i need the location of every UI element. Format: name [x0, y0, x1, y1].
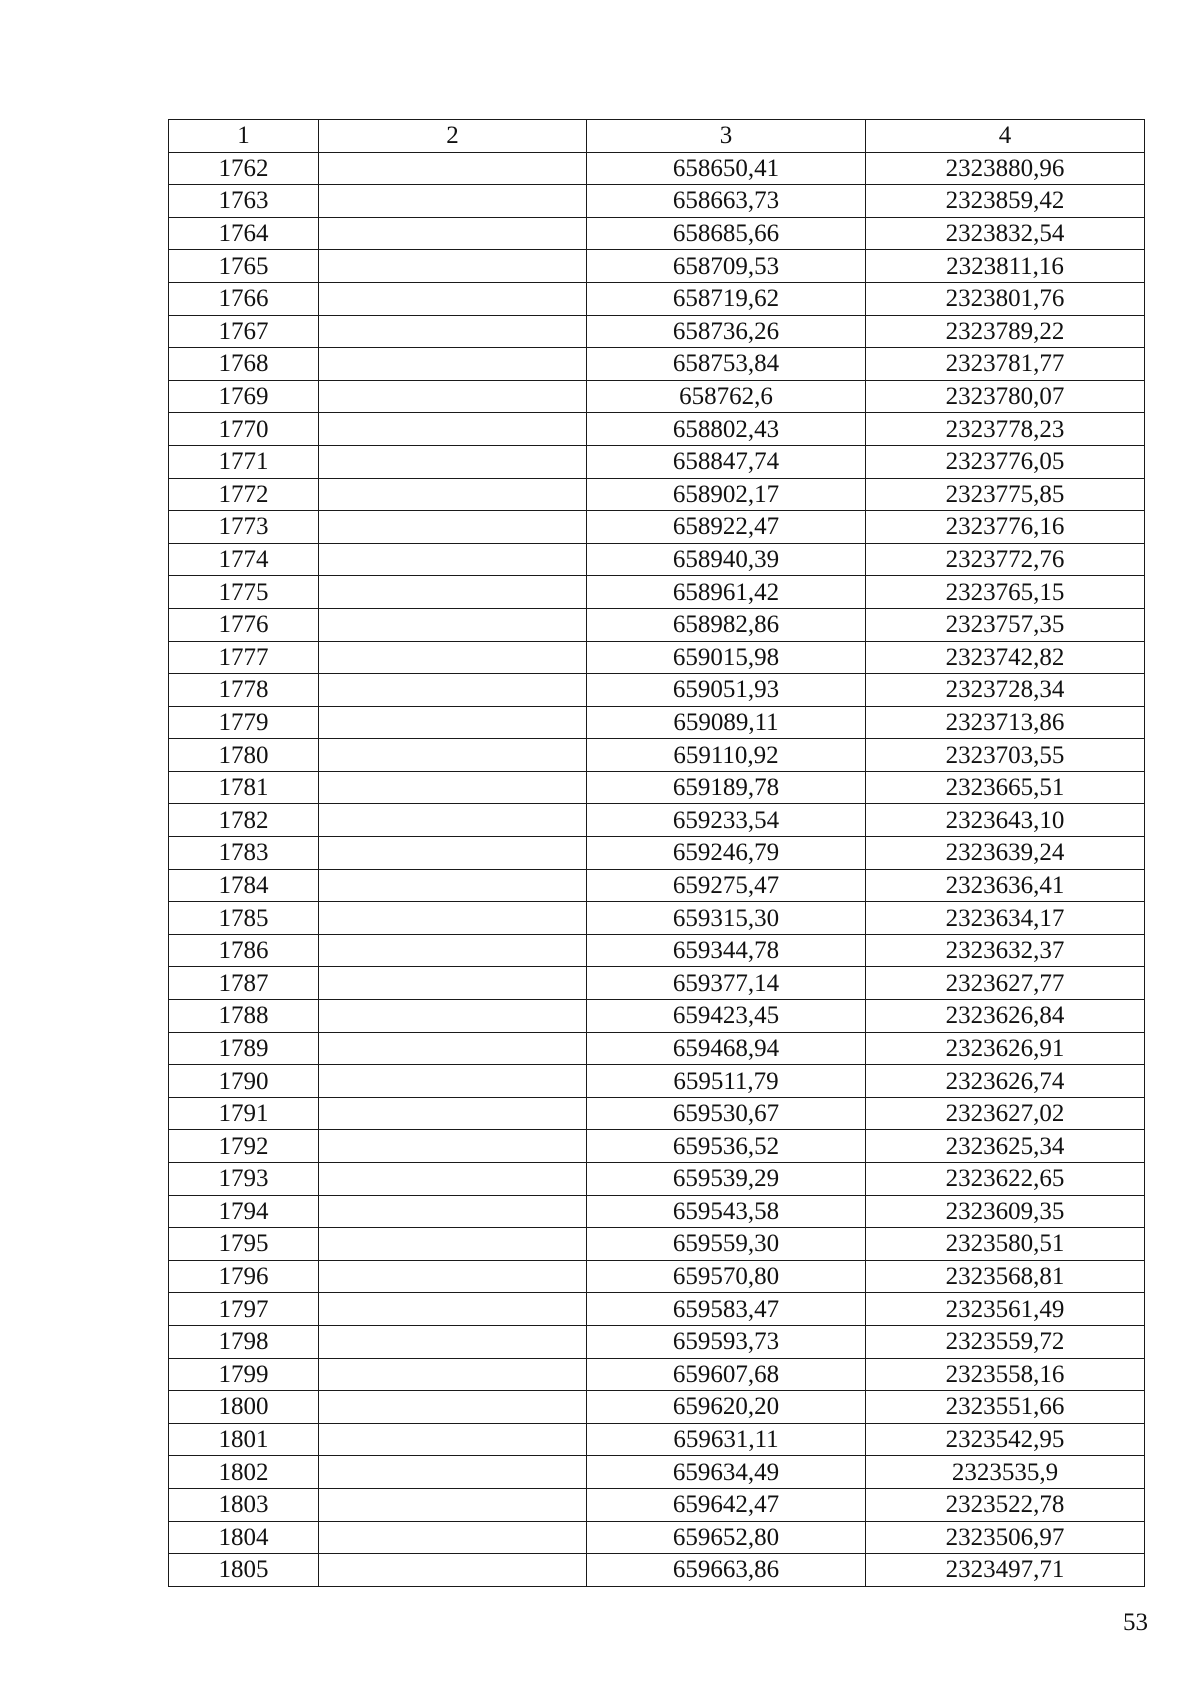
- y-coordinate-cell: 2323497,71: [866, 1554, 1145, 1587]
- table-row: [169, 1228, 1145, 1261]
- x-coordinate-cell: 659110,92: [587, 739, 866, 772]
- table-row: [169, 445, 1145, 478]
- description-cell: [319, 1423, 587, 1456]
- x-coordinate-cell: 659315,30: [587, 902, 866, 935]
- x-coordinate-cell: 658902,17: [587, 478, 866, 511]
- point-number-cell: 1766: [169, 282, 319, 315]
- point-number-cell: 1774: [169, 543, 319, 576]
- column-header-2: 2: [319, 120, 587, 153]
- table-row: [169, 217, 1145, 250]
- description-cell: [319, 608, 587, 641]
- description-cell: [319, 771, 587, 804]
- y-coordinate-cell: 2323703,55: [866, 739, 1145, 772]
- y-coordinate-cell: 2323775,85: [866, 478, 1145, 511]
- point-number-cell: 1773: [169, 511, 319, 544]
- description-cell: [319, 315, 587, 348]
- x-coordinate-cell: 659344,78: [587, 934, 866, 967]
- table-row: [169, 1163, 1145, 1196]
- x-coordinate-cell: 659652,80: [587, 1521, 866, 1554]
- table-row: [169, 348, 1145, 381]
- description-cell: [319, 804, 587, 837]
- table-row: [169, 543, 1145, 576]
- point-number-cell: 1769: [169, 380, 319, 413]
- description-cell: [319, 1130, 587, 1163]
- x-coordinate-cell: 659233,54: [587, 804, 866, 837]
- point-number-cell: 1764: [169, 217, 319, 250]
- y-coordinate-cell: 2323728,34: [866, 674, 1145, 707]
- point-number-cell: 1801: [169, 1423, 319, 1456]
- description-cell: [319, 1097, 587, 1130]
- table-row: [169, 1423, 1145, 1456]
- y-coordinate-cell: 2323558,16: [866, 1358, 1145, 1391]
- point-number-cell: 1802: [169, 1456, 319, 1489]
- point-number-cell: 1795: [169, 1228, 319, 1261]
- point-number-cell: 1796: [169, 1260, 319, 1293]
- point-number-cell: 1784: [169, 869, 319, 902]
- table-row: [169, 1358, 1145, 1391]
- column-header-3: 3: [587, 120, 866, 153]
- y-coordinate-cell: 2323776,05: [866, 445, 1145, 478]
- point-number-cell: 1790: [169, 1065, 319, 1098]
- point-number-cell: 1789: [169, 1032, 319, 1065]
- description-cell: [319, 739, 587, 772]
- y-coordinate-cell: 2323811,16: [866, 250, 1145, 283]
- description-cell: [319, 445, 587, 478]
- description-cell: [319, 837, 587, 870]
- x-coordinate-cell: 659015,98: [587, 641, 866, 674]
- point-number-cell: 1803: [169, 1488, 319, 1521]
- table-row: [169, 185, 1145, 218]
- point-number-cell: 1772: [169, 478, 319, 511]
- x-coordinate-cell: 659607,68: [587, 1358, 866, 1391]
- description-cell: [319, 250, 587, 283]
- x-coordinate-cell: 659583,47: [587, 1293, 866, 1326]
- coordinates-table: [168, 119, 1145, 1587]
- point-number-cell: 1782: [169, 804, 319, 837]
- y-coordinate-cell: 2323713,86: [866, 706, 1145, 739]
- x-coordinate-cell: 658663,73: [587, 185, 866, 218]
- table-row: [169, 1293, 1145, 1326]
- y-coordinate-cell: 2323627,02: [866, 1097, 1145, 1130]
- description-cell: [319, 1325, 587, 1358]
- table-row: [169, 771, 1145, 804]
- table-row: [169, 152, 1145, 185]
- table-row: [169, 1065, 1145, 1098]
- column-header-1: 1: [169, 120, 319, 153]
- x-coordinate-cell: 659663,86: [587, 1554, 866, 1587]
- table-row: [169, 1488, 1145, 1521]
- table-row: [169, 1391, 1145, 1424]
- y-coordinate-cell: 2323626,91: [866, 1032, 1145, 1065]
- description-cell: [319, 674, 587, 707]
- description-cell: [319, 1521, 587, 1554]
- description-cell: [319, 282, 587, 315]
- table-row: [169, 967, 1145, 1000]
- description-cell: [319, 1163, 587, 1196]
- y-coordinate-cell: 2323859,42: [866, 185, 1145, 218]
- x-coordinate-cell: 658762,6: [587, 380, 866, 413]
- x-coordinate-cell: 658961,42: [587, 576, 866, 609]
- point-number-cell: 1799: [169, 1358, 319, 1391]
- y-coordinate-cell: 2323609,35: [866, 1195, 1145, 1228]
- y-coordinate-cell: 2323742,82: [866, 641, 1145, 674]
- y-coordinate-cell: 2323643,10: [866, 804, 1145, 837]
- table-row: [169, 1554, 1145, 1587]
- description-cell: [319, 413, 587, 446]
- x-coordinate-cell: 659511,79: [587, 1065, 866, 1098]
- table-row: [169, 1325, 1145, 1358]
- table-row: [169, 511, 1145, 544]
- point-number-cell: 1780: [169, 739, 319, 772]
- page-number: 53: [1123, 1609, 1148, 1636]
- table-body: [169, 152, 1145, 1586]
- description-cell: [319, 1065, 587, 1098]
- table-row: [169, 674, 1145, 707]
- point-number-cell: 1762: [169, 152, 319, 185]
- y-coordinate-cell: 2323551,66: [866, 1391, 1145, 1424]
- description-cell: [319, 185, 587, 218]
- y-coordinate-cell: 2323776,16: [866, 511, 1145, 544]
- description-cell: [319, 869, 587, 902]
- y-coordinate-cell: 2323622,65: [866, 1163, 1145, 1196]
- point-number-cell: 1798: [169, 1325, 319, 1358]
- point-number-cell: 1781: [169, 771, 319, 804]
- table-row: [169, 1521, 1145, 1554]
- y-coordinate-cell: 2323632,37: [866, 934, 1145, 967]
- point-number-cell: 1778: [169, 674, 319, 707]
- table-row: [169, 413, 1145, 446]
- y-coordinate-cell: 2323639,24: [866, 837, 1145, 870]
- point-number-cell: 1776: [169, 608, 319, 641]
- table-row: [169, 804, 1145, 837]
- y-coordinate-cell: 2323772,76: [866, 543, 1145, 576]
- table-row: [169, 641, 1145, 674]
- description-cell: [319, 380, 587, 413]
- x-coordinate-cell: 658753,84: [587, 348, 866, 381]
- point-number-cell: 1763: [169, 185, 319, 218]
- table-row: [169, 478, 1145, 511]
- point-number-cell: 1783: [169, 837, 319, 870]
- point-number-cell: 1765: [169, 250, 319, 283]
- y-coordinate-cell: 2323832,54: [866, 217, 1145, 250]
- description-cell: [319, 511, 587, 544]
- y-coordinate-cell: 2323801,76: [866, 282, 1145, 315]
- table-row: [169, 250, 1145, 283]
- description-cell: [319, 1228, 587, 1261]
- x-coordinate-cell: 659620,20: [587, 1391, 866, 1424]
- point-number-cell: 1788: [169, 1000, 319, 1033]
- x-coordinate-cell: 659536,52: [587, 1130, 866, 1163]
- point-number-cell: 1800: [169, 1391, 319, 1424]
- x-coordinate-cell: 659559,30: [587, 1228, 866, 1261]
- x-coordinate-cell: 658922,47: [587, 511, 866, 544]
- y-coordinate-cell: 2323665,51: [866, 771, 1145, 804]
- x-coordinate-cell: 659570,80: [587, 1260, 866, 1293]
- table-row: [169, 1195, 1145, 1228]
- y-coordinate-cell: 2323636,41: [866, 869, 1145, 902]
- point-number-cell: 1786: [169, 934, 319, 967]
- x-coordinate-cell: 659530,67: [587, 1097, 866, 1130]
- description-cell: [319, 1260, 587, 1293]
- table-row: [169, 869, 1145, 902]
- x-coordinate-cell: 659468,94: [587, 1032, 866, 1065]
- x-coordinate-cell: 659189,78: [587, 771, 866, 804]
- description-cell: [319, 1391, 587, 1424]
- description-cell: [319, 576, 587, 609]
- table-row: [169, 1032, 1145, 1065]
- description-cell: [319, 217, 587, 250]
- y-coordinate-cell: 2323781,77: [866, 348, 1145, 381]
- x-coordinate-cell: 659642,47: [587, 1488, 866, 1521]
- description-cell: [319, 152, 587, 185]
- point-number-cell: 1793: [169, 1163, 319, 1196]
- y-coordinate-cell: 2323780,07: [866, 380, 1145, 413]
- point-number-cell: 1787: [169, 967, 319, 1000]
- table-row: [169, 380, 1145, 413]
- y-coordinate-cell: 2323626,74: [866, 1065, 1145, 1098]
- x-coordinate-cell: 658709,53: [587, 250, 866, 283]
- x-coordinate-cell: 658802,43: [587, 413, 866, 446]
- table-row: [169, 608, 1145, 641]
- point-number-cell: 1791: [169, 1097, 319, 1130]
- point-number-cell: 1794: [169, 1195, 319, 1228]
- x-coordinate-cell: 658685,66: [587, 217, 866, 250]
- x-coordinate-cell: 659275,47: [587, 869, 866, 902]
- table-row: [169, 706, 1145, 739]
- point-number-cell: 1805: [169, 1554, 319, 1587]
- x-coordinate-cell: 658719,62: [587, 282, 866, 315]
- description-cell: [319, 1456, 587, 1489]
- description-cell: [319, 1293, 587, 1326]
- y-coordinate-cell: 2323625,34: [866, 1130, 1145, 1163]
- y-coordinate-cell: 2323506,97: [866, 1521, 1145, 1554]
- column-header-4: 4: [866, 120, 1145, 153]
- description-cell: [319, 1195, 587, 1228]
- table-row: [169, 1097, 1145, 1130]
- y-coordinate-cell: 2323580,51: [866, 1228, 1145, 1261]
- x-coordinate-cell: 659543,58: [587, 1195, 866, 1228]
- x-coordinate-cell: 659051,93: [587, 674, 866, 707]
- y-coordinate-cell: 2323627,77: [866, 967, 1145, 1000]
- y-coordinate-cell: 2323561,49: [866, 1293, 1145, 1326]
- table-row: [169, 1130, 1145, 1163]
- x-coordinate-cell: 658940,39: [587, 543, 866, 576]
- description-cell: [319, 1000, 587, 1033]
- point-number-cell: 1777: [169, 641, 319, 674]
- y-coordinate-cell: 2323634,17: [866, 902, 1145, 935]
- table-row: [169, 902, 1145, 935]
- y-coordinate-cell: 2323559,72: [866, 1325, 1145, 1358]
- table-row: [169, 1456, 1145, 1489]
- description-cell: [319, 543, 587, 576]
- x-coordinate-cell: 659246,79: [587, 837, 866, 870]
- table-row: [169, 837, 1145, 870]
- x-coordinate-cell: 659377,14: [587, 967, 866, 1000]
- point-number-cell: 1804: [169, 1521, 319, 1554]
- y-coordinate-cell: 2323789,22: [866, 315, 1145, 348]
- y-coordinate-cell: 2323626,84: [866, 1000, 1145, 1033]
- description-cell: [319, 1358, 587, 1391]
- table-row: [169, 282, 1145, 315]
- description-cell: [319, 967, 587, 1000]
- y-coordinate-cell: 2323522,78: [866, 1488, 1145, 1521]
- table-row: [169, 934, 1145, 967]
- point-number-cell: 1768: [169, 348, 319, 381]
- table-row: [169, 739, 1145, 772]
- table-row: [169, 1000, 1145, 1033]
- table-header-row: [169, 120, 1145, 153]
- description-cell: [319, 934, 587, 967]
- y-coordinate-cell: 2323542,95: [866, 1423, 1145, 1456]
- point-number-cell: 1797: [169, 1293, 319, 1326]
- point-number-cell: 1775: [169, 576, 319, 609]
- description-cell: [319, 706, 587, 739]
- description-cell: [319, 1032, 587, 1065]
- x-coordinate-cell: 658982,86: [587, 608, 866, 641]
- point-number-cell: 1779: [169, 706, 319, 739]
- x-coordinate-cell: 658650,41: [587, 152, 866, 185]
- x-coordinate-cell: 659631,11: [587, 1423, 866, 1456]
- x-coordinate-cell: 659423,45: [587, 1000, 866, 1033]
- table-row: [169, 576, 1145, 609]
- table-row: [169, 1260, 1145, 1293]
- y-coordinate-cell: 2323778,23: [866, 413, 1145, 446]
- description-cell: [319, 641, 587, 674]
- y-coordinate-cell: 2323535,9: [866, 1456, 1145, 1489]
- y-coordinate-cell: 2323880,96: [866, 152, 1145, 185]
- x-coordinate-cell: 659634,49: [587, 1456, 866, 1489]
- description-cell: [319, 1554, 587, 1587]
- y-coordinate-cell: 2323568,81: [866, 1260, 1145, 1293]
- description-cell: [319, 1488, 587, 1521]
- point-number-cell: 1770: [169, 413, 319, 446]
- point-number-cell: 1771: [169, 445, 319, 478]
- x-coordinate-cell: 659539,29: [587, 1163, 866, 1196]
- table-row: [169, 315, 1145, 348]
- x-coordinate-cell: 658736,26: [587, 315, 866, 348]
- description-cell: [319, 902, 587, 935]
- y-coordinate-cell: 2323757,35: [866, 608, 1145, 641]
- y-coordinate-cell: 2323765,15: [866, 576, 1145, 609]
- description-cell: [319, 478, 587, 511]
- point-number-cell: 1767: [169, 315, 319, 348]
- x-coordinate-cell: 658847,74: [587, 445, 866, 478]
- x-coordinate-cell: 659089,11: [587, 706, 866, 739]
- point-number-cell: 1792: [169, 1130, 319, 1163]
- description-cell: [319, 348, 587, 381]
- point-number-cell: 1785: [169, 902, 319, 935]
- x-coordinate-cell: 659593,73: [587, 1325, 866, 1358]
